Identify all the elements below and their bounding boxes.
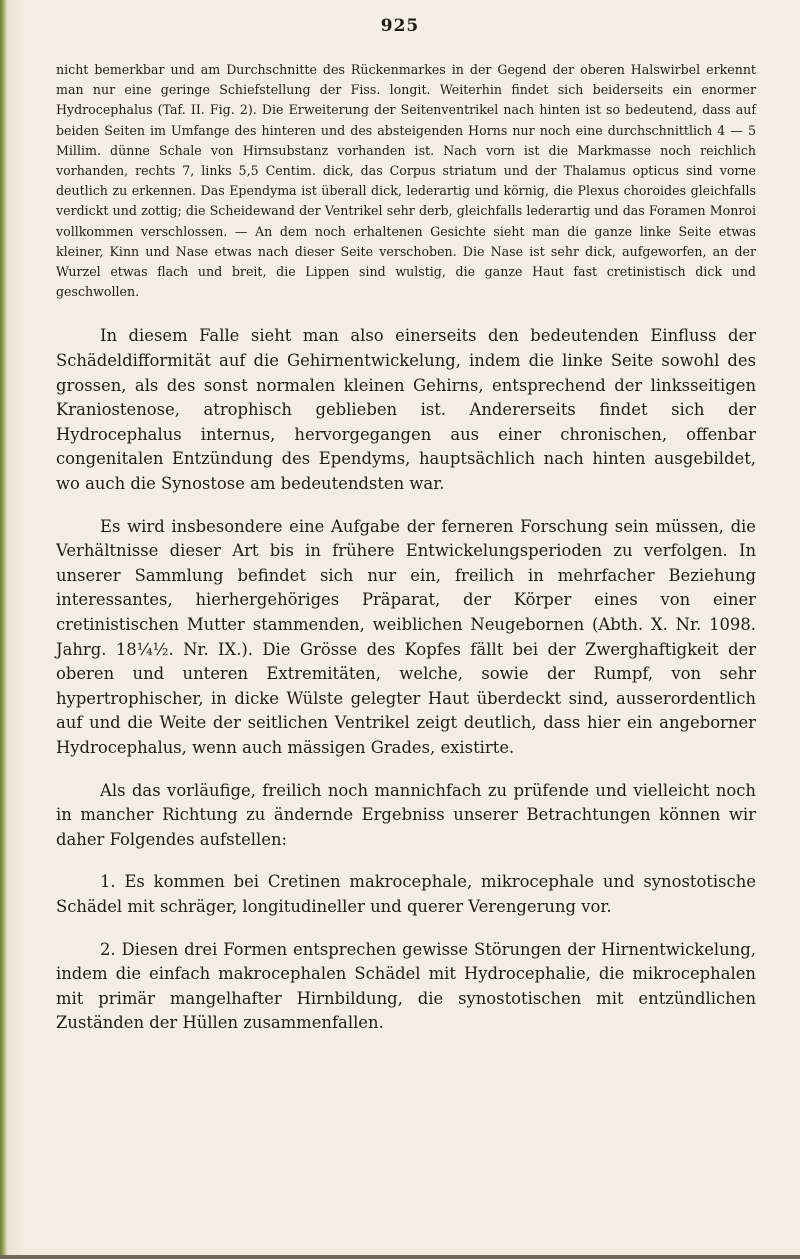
paragraph-case-description: nicht bemerkbar und am Durchschnitte des Rückenmarkes in der Gegend der oberen Halswirbel erkennt man nur eine geringe Schiefstellung der Fiss. longit. Weiterhin findet sich beiderseits ein enormer Hydrocephalus (Taf. II. Fig. 2). Die Erweiterung der Seitenventrikel nach hinten ist so bedeutend, dass auf beiden Seiten im Umfange des hinteren und des absteigenden Horns nur noch eine durchschnittlich 4 — 5 Millim. dünne Schale von Hirnsubstanz vorhanden ist. Nach vorn ist die Markmasse noch reichlich vorhanden, rechts 7, links 5,5 Centim. dick, das Corpus striatum und der Thalamus opticus sind vorne deutlich zu erkennen. Das Ependyma ist überall dick, lederartig und körnig, die Plexus choroides gleichfalls verdickt und zottig; die Scheidewand der Ventrikel sehr derb, gleichfalls lederartig und das Foramen Monroi vollkommen verschlossen. — An dem noch erhaltenen Gesichte sieht man die ganze linke Seite etwas kleiner, Kinn und Nase etwas nach dieser Seite verschoben. Die Nase ist sehr dick, aufgeworfen, an der Wurzel etwas flach und breit, die Lippen sind wulstig, die ganze Haut fast cretinistisch dick und geschwollen.: [56, 62, 756, 300]
paragraph-further-research: Es wird insbesondere eine Aufgabe der ferneren Forschung sein müssen, die Verhältnisse dieser Art bis in frühere Entwickelungsperioden zu verfolgen. In unserer Sammlung befindet sich nur ein, freilich in mehrfacher Beziehung interessantes, hierhergehöriges Präparat, der Körper eines von einer cretinistischen Mutter stammenden, weiblichen Neugebornen (Abth. X. Nr. 1098. Jahrg. 18¼½. Nr. IX.). Die Grösse des Kopfes fällt bei der Zwerghaftigkeit der oberen und unteren Extremitäten, welche, sowie der Rumpf, von sehr hypertrophischer, in dicke Wülste gelegter Haut überdeckt sind, ausserordentlich auf und die Weite der seitlichen Ventrikel zeigt deutlich, dass hier ein angeborner Hydrocephalus, wenn auch mässigen Grades, existirte.: [56, 516, 756, 757]
page-number: 925: [380, 16, 420, 36]
page-body: [56, 60, 756, 1054]
paragraph-results-intro: Als das vorläufige, freilich noch mannichfach zu prüfende und vielleicht noch in mancher Richtung zu ändernde Ergebniss unserer Betrachtungen können wir daher Folgendes aufstellen:: [56, 780, 756, 849]
paragraph-result-1: 1. Es kommen bei Cretinen makrocephale, mikrocephale und synostotische Schädel mit schräger, longitudineller und querer Verengerung vor.: [56, 872, 756, 916]
paragraph-result-2: 2. Diesen drei Formen entsprechen gewisse Störungen der Hirnentwickelung, indem die einfach makrocephalen Schädel mit Hydrocephalie, die mikrocephalen mit primär mangelhafter Hirnbildung, die synostotischen mit entzündlichen Zuständen der Hüllen zusammenfallen.: [56, 939, 756, 1033]
paragraph-case-conclusion: In diesem Falle sieht man also einerseits den bedeutenden Einfluss der Schädeldifformität auf die Gehirnentwickelung, indem die linke Seite sowohl des grossen, als des sonst normalen kleinen Gehirns, entsprechend der linksseitigen Kraniostenose, atrophisch geblieben ist. Andererseits findet sich der Hydrocephalus internus, hervorgegangen aus einer chronischen, offenbar congenitalen Entzündung des Ependyms, hauptsächlich nach hinten ausgebildet, wo auch die Synostose am bedeutendsten war.: [56, 326, 756, 493]
page-spine-edge: [0, 0, 7, 1259]
bottom-page-edge: [0, 1255, 800, 1259]
